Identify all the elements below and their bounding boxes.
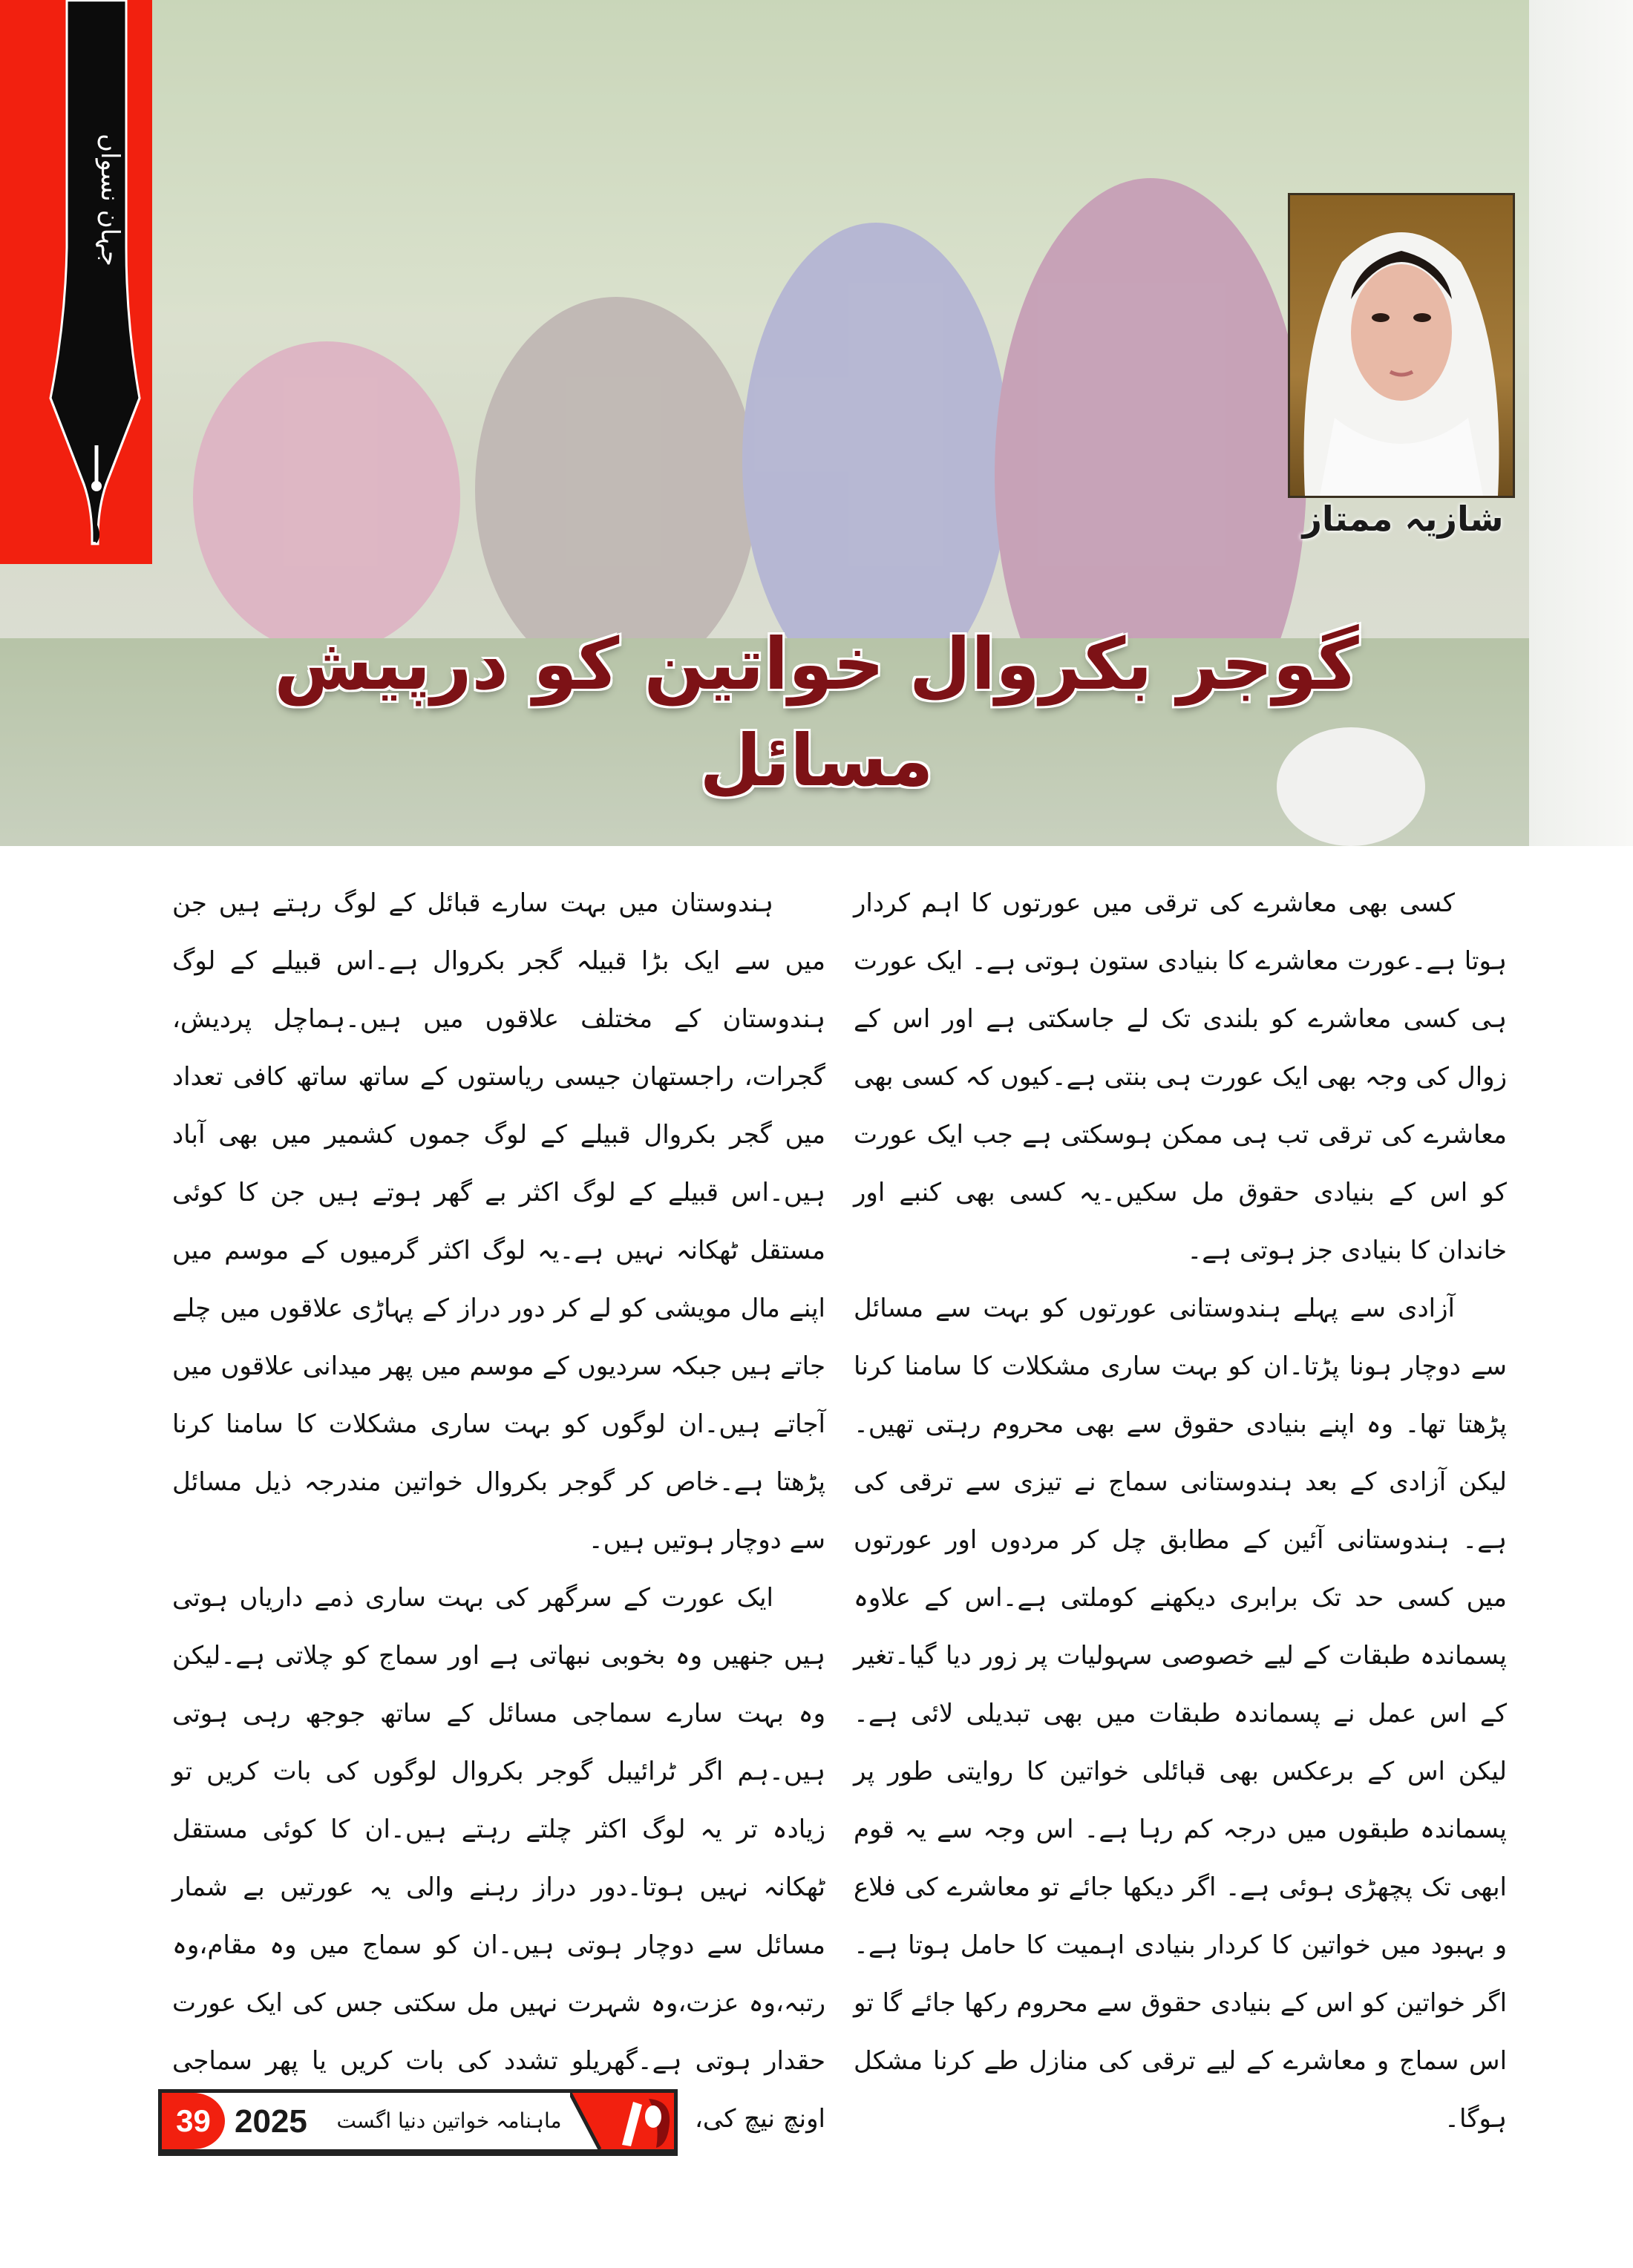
text-line: ہے۔اس کے علاوہ پسماندہ طبقات کے لیے خصوصی سہولیات پر زور [854,1583,1507,1671]
paragraph [854,874,1507,1279]
author-photo [1288,193,1515,498]
text-line: کے موسم میں اپنے مال مویشی کو لے کر دور دراز کے پہاڑی علاقوں [172,1236,825,1323]
text-line: طبقوں میں درجہ کم رہا ہے۔ اس وجہ سے یہ قوم ابھی تک پچھڑی ہوئی [854,1815,1507,1902]
text-line: ہیں۔ان کا کوئی مستقل ٹھکانہ نہیں ہوتا۔دور دراز رہنے والی یہ [172,1815,825,1902]
text-line: ہے۔عورت معاشرے کا بنیادی ستون ہوتی ہے۔ ایک عورت ہی [854,946,1508,1034]
text-line: کی منازل طے کرنا مشکل ہوگا۔ [854,2046,1507,2134]
text-line: ایک عورت کے سرگھر کی بہت ساری ذمے داریاں ہوتی ہیں [172,1583,825,1671]
text-line: ہندوستان میں بہت سارے قبائل کے لوگ رہتے ہیں جن [172,888,773,918]
text-line: سکیں۔یہ کسی بھی کنبے اور خاندان کا بنیادی جز ہوتی ہے۔ [854,1178,1507,1265]
text-line: تب ہی ممکن ہوسکتی ہے جب ایک عورت کو اس کے بنیادی حقوق مل [854,1120,1507,1207]
article-title: گوجر بکروال خواتین کو درپیش مسائل [274,623,1359,802]
text-line: لوگ جموں کشمیر میں بھی آباد ہیں۔اس قبیلے کے لوگ اکثر بے گھر [172,1120,825,1207]
author-portrait [1290,195,1513,496]
text-line: سارے سماجی مسائل کے ساتھ جوجھ رہی ہوتی ہیں۔ہم اگر ٹرائیبل [172,1699,825,1786]
text-line: حقدار ہوتی ہے۔گھریلو تشدد کی بات کریں یا پھر سماجی اونچ نیچ کی، [172,2046,825,2134]
text-line: ہے۔لیکن اس کے برعکس بھی قبائلی خواتین کا روایتی طور پر پسماندہ [854,1699,1507,1844]
text-line: وہ اپنے بنیادی حقوق سے بھی محروم رہتی تھیں۔لیکن آزادی کے بعد [854,1409,1507,1497]
text-line: میں چلے جاتے ہیں جبکہ سردیوں کے موسم میں پھر میدانی علاقوں [172,1294,825,1381]
section-tab [0,0,152,564]
text-line: ہے۔ اگر دیکھا جائے تو معاشرے کی فلاع و بہبود میں خواتین کا [854,1872,1508,1960]
magazine-logo-icon [570,2093,674,2149]
text-line: عورتیں بے شمار مسائل سے دوچار ہوتی ہیں۔ان کو سماج میں وہ [172,1872,825,1960]
page-number: 39 [162,2093,225,2149]
text-line: دیا گیا۔تغیر کے اس عمل نے پسماندہ طبقات میں بھی تبدیلی لائی [854,1641,1508,1728]
text-line: آزادی سے پہلے ہندوستانی عورتوں کو بہت سے مسائل سے [854,1294,1508,1381]
text-line: مقام،وہ رتبہ،وہ عزت،وہ شہرت نہیں مل سکتی جس کی ایک عورت [172,1930,825,2018]
text-line: میں آجاتے ہیں۔ان لوگوں کو بہت ساری مشکلات کا سامنا کرنا [172,1351,825,1439]
text-line: جیسی ریاستوں کے ساتھ ساتھ کافی تعداد میں گجر بکروال قبیلے کے [172,1062,825,1150]
issue-year: 2025 [235,2103,307,2140]
text-line: کردار بنیادی اہمیت کا حامل ہوتا ہے۔اگر خواتین کو اس کے بنیادی [854,1930,1508,2018]
text-line: کے مختلف علاقوں میں ہیں۔ہماچل پردیش، گجرات، راجستھان [172,1004,825,1092]
article-column-right [854,874,1507,2148]
text-line: کسی بھی معاشرے کی ترقی میں عورتوں کا اہم کردار ہوتا [854,888,1507,976]
text-line: حقوق سے محروم رکھا جائے گا تو اس سماج و معاشرے کے لیے ترقی [854,1988,1508,2076]
text-line: جنھیں وہ بخوبی نبھاتی ہے اور سماج کو چلاتی ہے۔لیکن وہ بہت [172,1641,825,1728]
paragraph [172,1569,825,2148]
author-name: شازیہ ممتاز [1302,499,1504,539]
section-label: جہان نسواں [95,134,125,266]
page-margin [1529,0,1633,846]
text-line: گوجر بکروال لوگوں کی بات کریں تو زیادہ تر یہ لوگ اکثر چلتے رہتے [172,1757,825,1844]
paragraph [854,1279,1507,2148]
page-footer [158,2089,678,2156]
text-line: ہندوستانی سماج نے تیزی سے ترقی کی ہے۔ ہندوستانی آئین کے [854,1467,1507,1555]
text-line: مطابق چل کر مردوں اور عورتوں میں کسی حد تک برابری دیکھنے کوملتی [854,1525,1508,1613]
text-line: کسی معاشرے کو بلندی تک لے جاسکتی ہے اور اس کے زوال کی [854,1004,1508,1092]
text-line: ہوتے ہیں جن کا کوئی مستقل ٹھکانہ نہیں ہے۔یہ لوگ اکثر گرمیوں [172,1178,825,1265]
article-column-left [172,874,825,2148]
text-line: پڑھتا ہے۔خاص کر گوجر بکروال خواتین مندرجہ ذیل مسائل سے [172,1467,825,1555]
text-line: دوچار ہونا پڑتا۔ان کو بہت ساری مشکلات کا سامنا کرنا پڑھتا تھا۔ [854,1351,1507,1439]
paragraph [172,874,825,1569]
pen-nib-icon [0,0,152,564]
magazine-issue: ماہنامہ خواتین دنیا اگست [336,2108,562,2133]
text-line: میں سے ایک بڑا قبیلہ گجر بکروال ہے۔اس قبیلے کے لوگ ہندوستان [172,946,825,1034]
text-line: وجہ بھی ایک عورت ہی بنتی ہے۔کیوں کہ کسی بھی معاشرے کی ترقی [854,1062,1507,1150]
text-line: دوچار ہوتیں ہیں۔ [588,1525,782,1555]
